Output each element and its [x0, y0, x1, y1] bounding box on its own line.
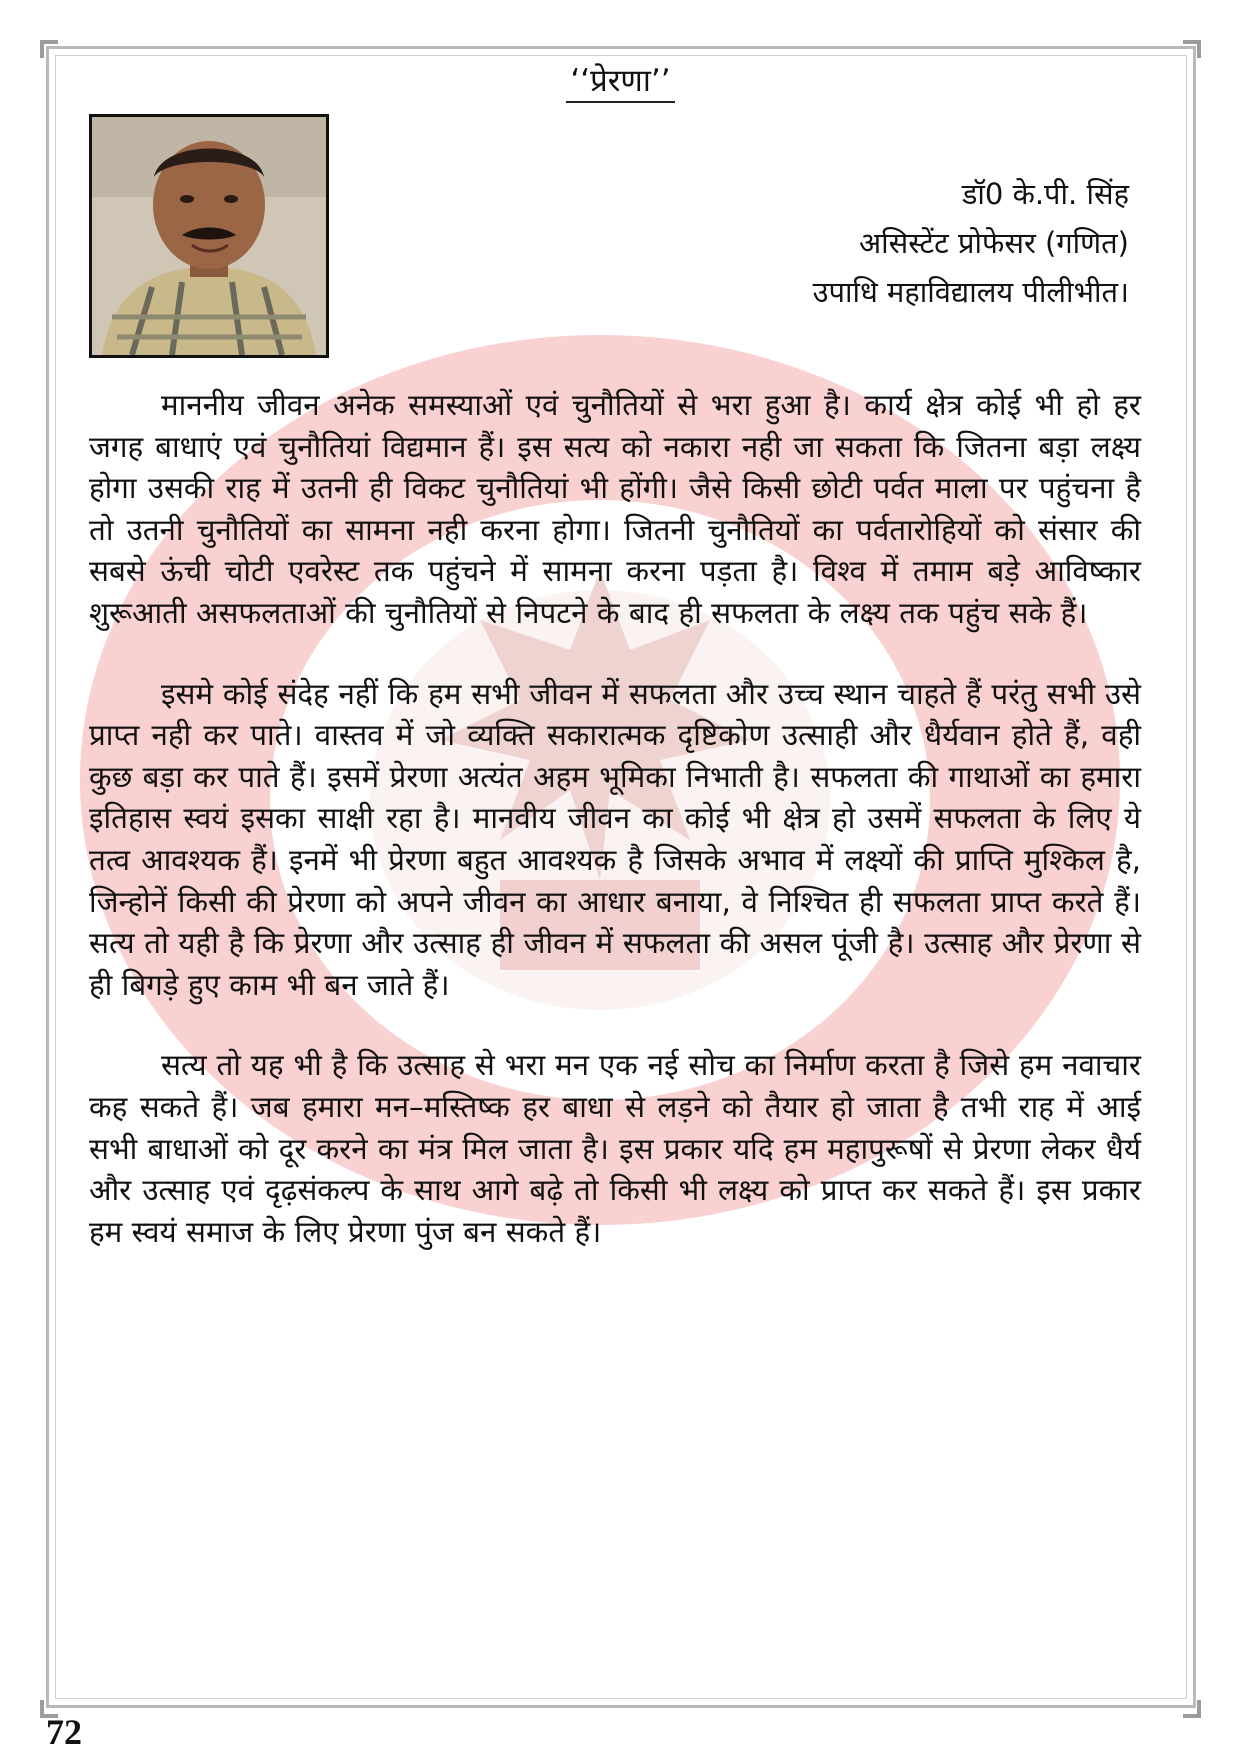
- paragraph: सत्य तो यह भी है कि उत्साह से भरा मन एक नई सोच का निर्माण करता है जिसे हम नवाचार कह सकते हैं। जब हमारा मन–मस्तिष्क हर बाधा से लड़ने को तैयार हो जाता है तभी राह में आई सभी बाधाओं को दूर करने का मंत्र मिल जाता है। इस प्रकार यदि हम महापुरूषों से प्रेरणा लेकर धैर्य और उत्साह एवं दृढ़संकल्प के साथ आगे बढ़े तो किसी भी लक्ष्य को प्राप्त कर सकते हैं। इस प्रकार हम स्वयं समाज के लिए प्रेरणा पुंज बन सकते हैं।: [89, 1048, 1141, 1249]
- article-title: [0, 62, 1241, 100]
- page-number: 72: [46, 1712, 82, 1752]
- article-body: [89, 385, 1141, 1292]
- author-name: डॉ0 के.पी. सिंह: [961, 177, 1129, 211]
- author-designation: असिस्टेंट प्रोफेसर (गणित): [858, 226, 1129, 260]
- border-corner-ornament: [1183, 1700, 1201, 1718]
- author-institution: उपाधि महाविद्यालय पीलीभीत।: [812, 275, 1129, 309]
- border-corner-ornament: [1183, 40, 1201, 58]
- author-photo: [89, 114, 329, 358]
- paragraph: माननीय जीवन अनेक समस्याओं एवं चुनौतियों से भरा हुआ है। कार्य क्षेत्र कोई भी हो हर जगह बाधाएं एवं चुनौतियां विद्यमान हैं। इस सत्य को नकारा नही जा सकता कि जितना बड़ा लक्ष्य होगा उसकी राह में उतनी ही विकट चुनौतियां भी होंगी। जैसे किसी छोटी पर्वत माला पर पहुंचना है तो उतनी चुनौतियों का सामना नही करना होगा। जितनी चुनौतियों का पर्वतारोहियों को संसार की सबसे ऊंची चोटी एवरेस्ट तक पहुंचने में सामना करना पड़ता है। विश्व में तमाम बड़े आविष्कार शुरूआती असफलताओं की चुनौतियों से निपटने के बाद ही सफलता के लक्ष्य तक पहुंच सके हैं।: [89, 388, 1141, 630]
- paragraph: इसमे कोई संदेह नहीं कि हम सभी जीवन में सफलता और उच्च स्थान चाहते हैं परंतु सभी उसे प्राप्त नही कर पाते। वास्तव में जो व्यक्ति सकारात्मक दृष्टिकोण उत्साही और धैर्यवान होते हैं, वही कुछ बड़ा कर पाते हैं। इसमें प्रेरणा अत्यंत अहम भूमिका निभाती है। सफलता की गाथाओं का हमारा इतिहास स्वयं इसका साक्षी रहा है। मानवीय जीवन का कोई भी क्षेत्र हो उसमें सफलता के लिए ये तत्व आवश्यक हैं। इनमें भी प्रेरणा बहुत आवश्यक है जिसके अभाव में लक्ष्यों की प्राप्ति मुश्किल है, जिन्होनें किसी की प्रेरणा को अपने जीवन का आधार बनाया, वे निश्चित ही सफलता प्राप्त करते हैं। सत्य तो यही है कि प्रेरणा और उत्साह ही जीवन में सफलता की असल पूंजी है। उत्साह और प्रेरणा से ही बिगड़े हुए काम भी बन जाते हैं।: [89, 676, 1141, 1002]
- author-block: [813, 170, 1129, 317]
- author-portrait-image: [92, 117, 326, 355]
- border-corner-ornament: [40, 40, 58, 58]
- article-title-text: ‘‘प्रेरणा’’: [566, 63, 674, 103]
